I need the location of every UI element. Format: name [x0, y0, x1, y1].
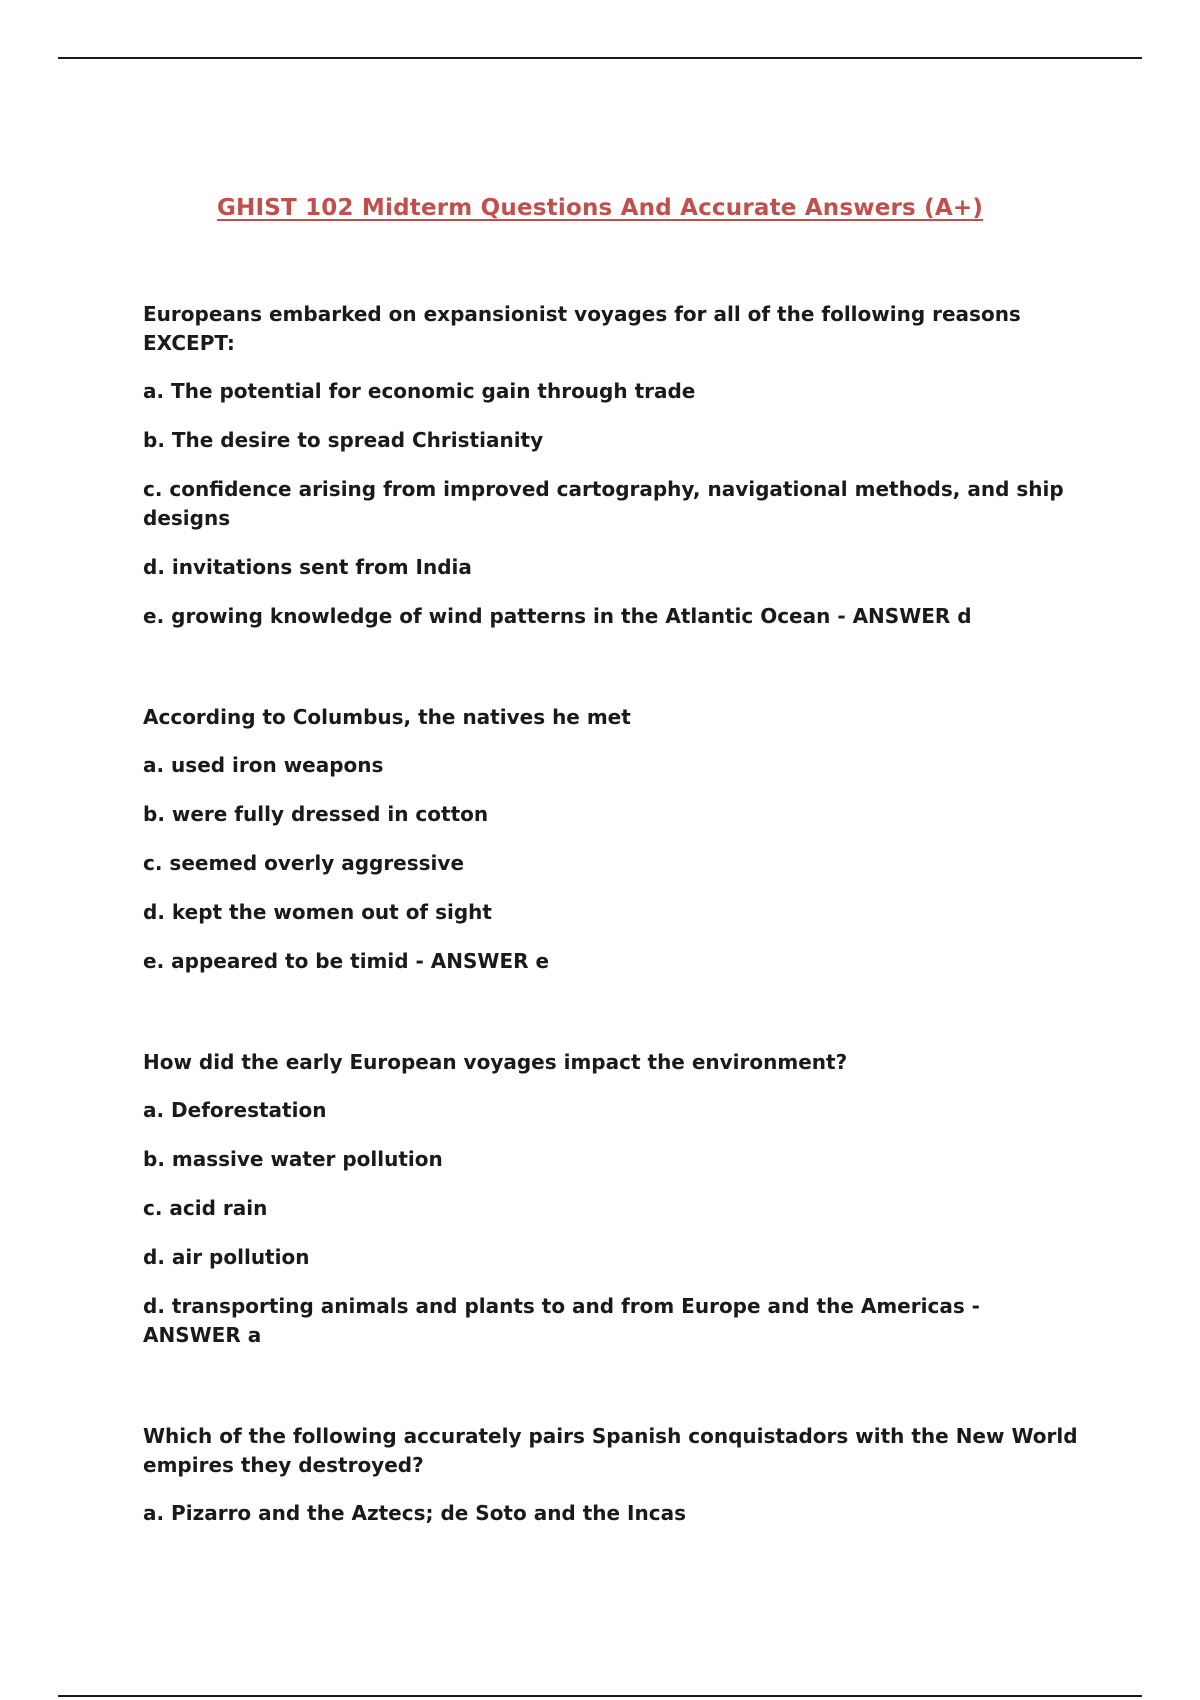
answer-option: b. were fully dressed in cotton [143, 802, 489, 826]
spacer [143, 1370, 1083, 1422]
answer-option: a. Pizarro and the Aztecs; de Soto and the Incas [143, 1501, 686, 1525]
answer-option: b. The desire to spread Christianity [143, 428, 544, 452]
question-text: Which of the following accurately pairs Spanish conquistadors with the New World empires they destroyed? [143, 1424, 1078, 1477]
answer-option: e. growing knowledge of wind patterns in the Atlantic Ocean - ANSWER d [143, 604, 972, 628]
answer-option: c. confidence arising from improved cartography, navigational methods, and ship designs [143, 477, 1064, 530]
answer-option: c. acid rain [143, 1196, 268, 1220]
header-rule [58, 57, 1142, 59]
answer-option: b. massive water pollution [143, 1147, 443, 1171]
document-body [143, 300, 1083, 1548]
spacer [143, 651, 1083, 703]
answer-option: e. appeared to be timid - ANSWER e [143, 949, 550, 973]
answer-option: d. kept the women out of sight [143, 900, 492, 924]
footer-rule [58, 1695, 1142, 1697]
answer-option: d. air pollution [143, 1245, 310, 1269]
question-text: According to Columbus, the natives he met [143, 705, 631, 729]
question-1 [143, 300, 1083, 631]
question-text: How did the early European voyages impact the environment? [143, 1050, 848, 1074]
question-2 [143, 703, 1083, 976]
answer-option: a. The potential for economic gain through trade [143, 379, 696, 403]
answer-option: d. transporting animals and plants to and from Europe and the Americas - ANSWER a [143, 1294, 980, 1347]
document-title: GHIST 102 Midterm Questions And Accurate Answers (A+) [216, 195, 984, 221]
answer-option: a. used iron weapons [143, 753, 384, 777]
answer-option: d. invitations sent from India [143, 555, 472, 579]
spacer [143, 996, 1083, 1048]
question-4 [143, 1422, 1083, 1528]
answer-option: c. seemed overly aggressive [143, 851, 465, 875]
answer-option: a. Deforestation [143, 1098, 327, 1122]
question-text: Europeans embarked on expansionist voyages for all of the following reasons EXCEPT: [143, 302, 1021, 355]
question-3 [143, 1048, 1083, 1350]
